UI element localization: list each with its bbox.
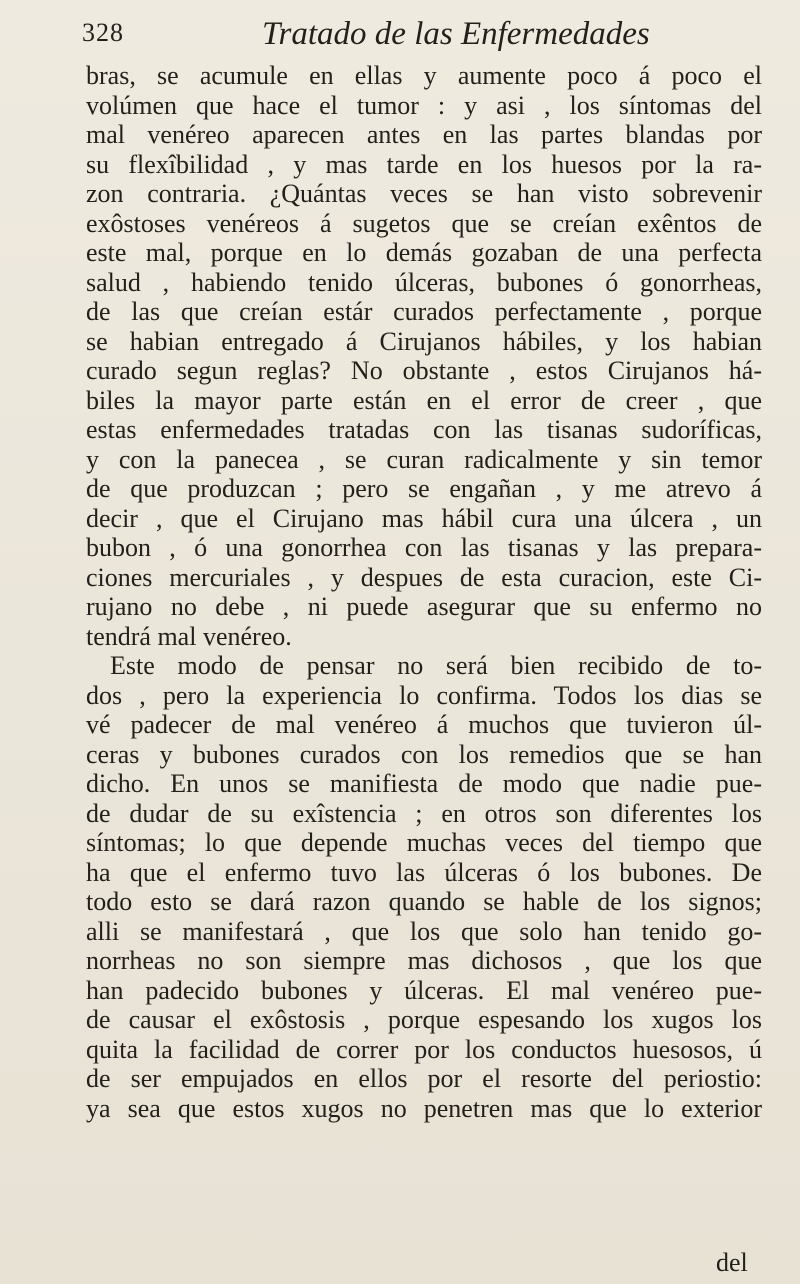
text-line: estas enfermedades tratadas con las tisanas sudoríficas,: [86, 415, 762, 444]
text-line: dicho. En unos se manifiesta de modo que nadie pue-: [86, 769, 762, 798]
paragraph-start-line: Este modo de pensar no será bien recibido de to-: [110, 651, 762, 680]
body-text: [86, 61, 762, 1123]
running-title: Tratado de las Enfermedades: [262, 16, 650, 52]
text-line: zon contraria. ¿Quántas veces se han visto sobrevenir: [86, 179, 762, 208]
text-line: vé padecer de mal venéreo á muchos que tuvieron úl-: [86, 710, 762, 739]
text-line: salud , habiendo tenido úlceras, bubones ó gonorrheas,: [86, 267, 762, 297]
text-line: todo esto se dará razon quando se hable de los signos;: [86, 887, 762, 916]
text-line: ha que el enfermo tuvo las úlceras ó los bubones. De: [86, 857, 762, 887]
text-line: este mal, porque en lo demás gozaban de una perfecta: [86, 238, 762, 267]
text-line: de que produzcan ; pero se engañan , y me atrevo á: [86, 474, 762, 503]
text-line: bras, se acumule en ellas y aumente poco á poco el: [86, 61, 762, 90]
page-number: 328: [82, 18, 124, 47]
text-line: ceras y bubones curados con los remedios que se han: [86, 739, 762, 769]
catchword: del: [716, 1248, 748, 1277]
text-line: su flexîbilidad , y mas tarde en los huesos por la ra-: [86, 149, 762, 179]
text-line: de causar el exôstosis , porque espesando los xugos los: [86, 1005, 762, 1034]
text-line: síntomas; lo que depende muchas veces del tiempo que: [86, 828, 762, 857]
text-line: quita la facilidad de correr por los conductos huesosos, ú: [86, 1034, 762, 1064]
text-line: biles la mayor parte están en el error de creer , que: [86, 385, 762, 415]
text-line: se habian entregado á Cirujanos hábiles, y los habian: [86, 326, 762, 356]
paragraph-end-line: tendrá mal venéreo.: [86, 621, 292, 651]
text-line: decir , que el Cirujano mas hábil cura una úlcera , un: [86, 503, 762, 533]
text-line: volúmen que hace el tumor : y asi , los síntomas del: [86, 90, 762, 120]
text-line: de dudar de su exîstencia ; en otros son diferentes los: [86, 798, 762, 828]
text-line: bubon , ó una gonorrhea con las tisanas y las prepara-: [86, 533, 762, 562]
text-line: mal venéreo aparecen antes en las partes blandas por: [86, 120, 762, 149]
text-line: ciones mercuriales , y despues de esta curacion, este Ci-: [86, 562, 762, 592]
text-line: de ser empujados en ellos por el resorte del periostio:: [86, 1064, 762, 1093]
text-line: alli se manifestará , que los que solo han tenido go-: [86, 916, 762, 946]
text-line: norrheas no son siempre mas dichosos , que los que: [86, 946, 762, 975]
text-line: curado segun reglas? No obstante , estos Cirujanos há-: [86, 356, 762, 385]
text-line: exôstoses venéreos á sugetos que se creían exêntos de: [86, 208, 762, 238]
text-line: de las que creían estár curados perfectamente , porque: [86, 297, 762, 326]
running-head: [40, 16, 760, 60]
text-line: ya sea que estos xugos no penetren mas que lo exterior: [86, 1093, 762, 1123]
text-line: rujano no debe , ni puede asegurar que su enfermo no: [86, 592, 762, 621]
text-line: y con la panecea , se curan radicalmente y sin temor: [86, 444, 762, 474]
text-line: dos , pero la experiencia lo confirma. Todos los dias se: [86, 680, 762, 710]
text-line: han padecido bubones y úlceras. El mal venéreo pue-: [86, 975, 762, 1005]
